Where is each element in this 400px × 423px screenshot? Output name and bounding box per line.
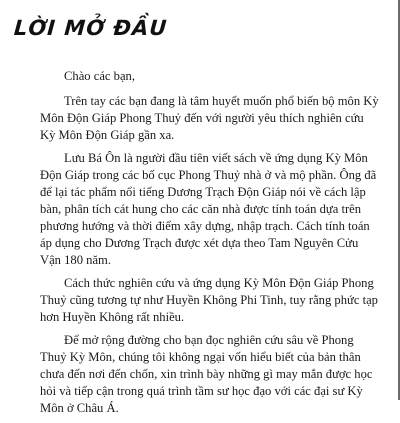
paragraph-method: Cách thức nghiên cứu và ứng dụng Kỳ Môn Độn Giáp Phong Thuỷ cũng tương tự như Huyền Không Phi Tinh, tuy rằng phức tạp hơn Huyền Không rất nhiều. [40,276,378,324]
body-text [40,68,382,423]
paragraph-luu-ba-on: Lưu Bá Ôn là người đầu tiên viết sách về ứng dụng Kỳ Môn Độn Giáp trong các bố cục Phong Thuỷ nhà ở và mộ phần. Ông đã để lại tác phẩm nổi tiếng Dương Trạch Độn Giáp nói về cách lập bàn, phân tích cát hung cho các căn nhà được tính toán dựa trên phương hướng và thời điểm xây dựng, nhập trạch. Cách tính toán áp dụng cho Dương Trạch được xét dựa theo Tam Nguyên Cửu Vận 180 năm. [40,151,377,267]
paragraph-purpose: Để mở rộng đường cho bạn đọc nghiên cứu sâu về Phong Thuỷ Kỳ Môn, chúng tôi không ngại vốn hiểu biết của bản thân chưa đến nơi đến chốn, xin trình bày những gì may mắn được học hỏi và tiếp cận trong quá trình tầm sư học đạo với các đại sư Kỳ Môn ở Châu Á. [40,333,373,415]
chapter-heading: LỜI MỞ ĐẦU [13,16,169,40]
paragraph-intro: Trên tay các bạn đang là tâm huyết muốn phổ biến bộ môn Kỳ Môn Độn Giáp Phong Thuỷ đến với người yêu thích nghiên cứu Kỳ Môn Độn Giáp gần xa. [40,94,379,142]
paragraph-greeting: Chào các bạn, [64,69,135,83]
